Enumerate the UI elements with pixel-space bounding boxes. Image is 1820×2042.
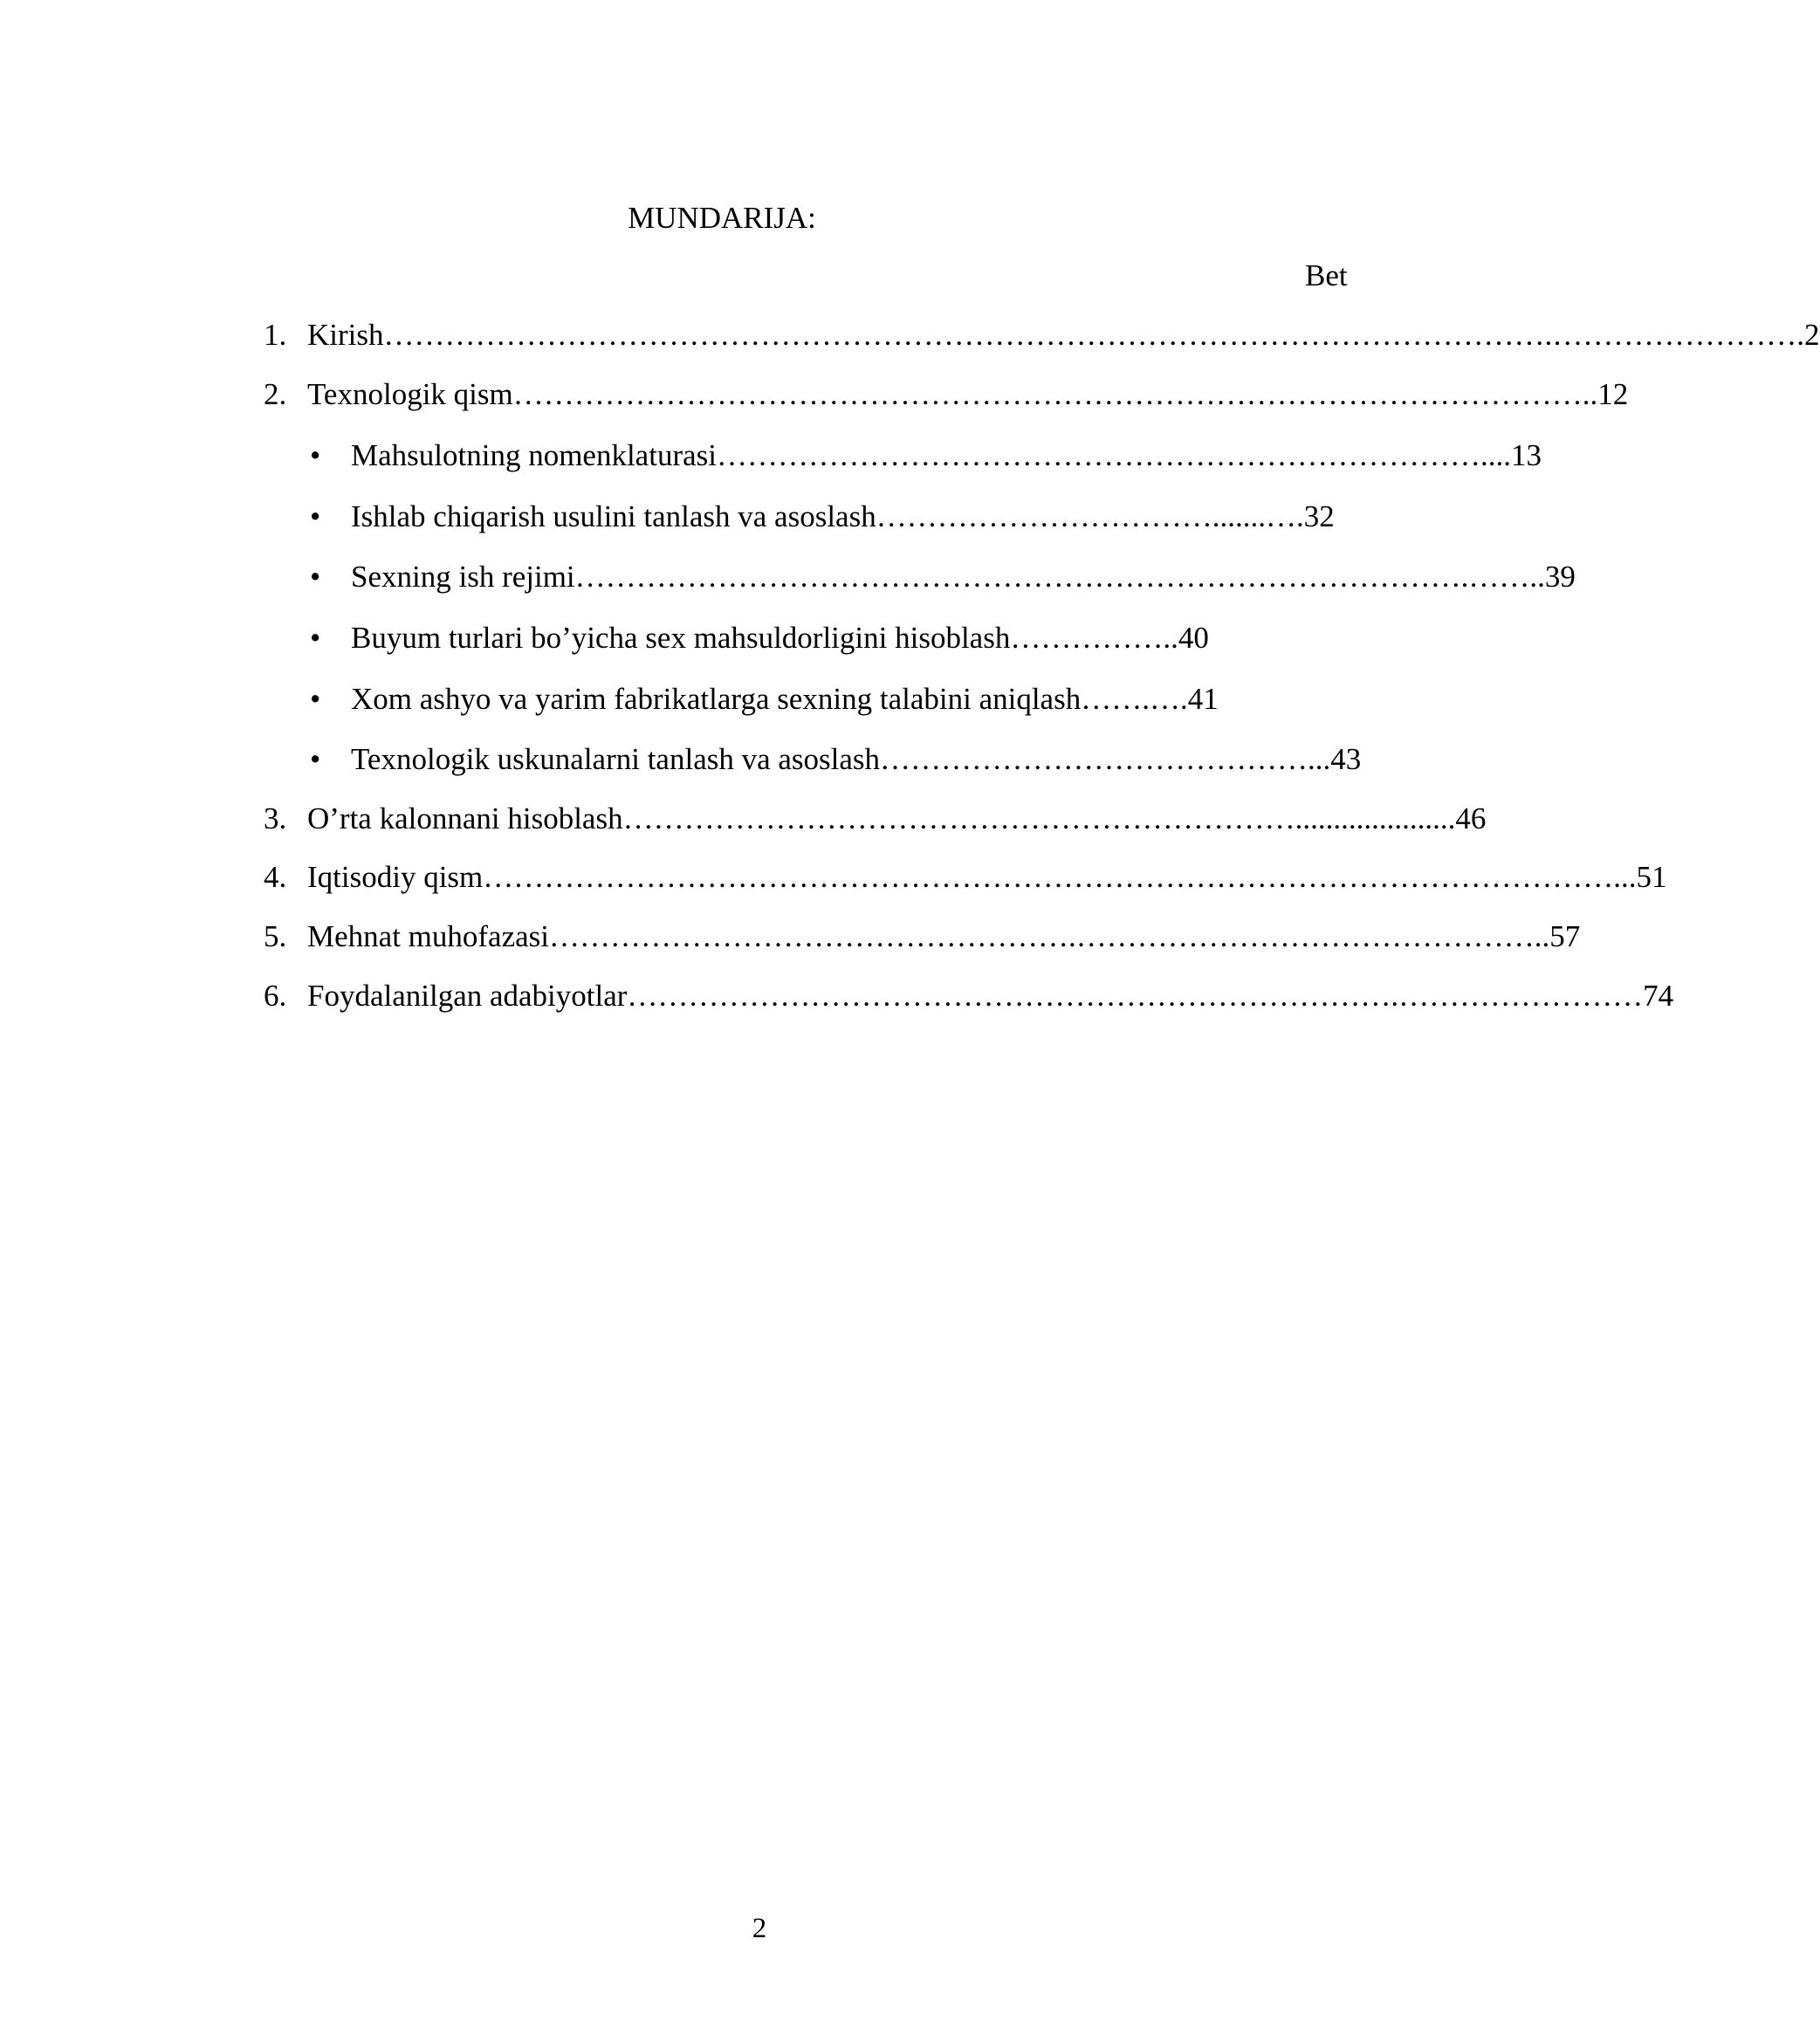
toc-item-text: Foydalanilgan adabiyotlar………………………………………………………………….……………………74 bbox=[307, 979, 1674, 1013]
toc-item-text: Kirish…………………………………………………………………………………………………….…………………….2 bbox=[307, 318, 1820, 352]
toc-item bbox=[264, 314, 1820, 356]
toc-item-text: Texnologik qism……………………………………………………………………………………………..12 bbox=[307, 377, 1629, 411]
bullet-icon: • bbox=[310, 682, 321, 716]
toc-item-text: Mehnat muhofazasi…………………………………………….………………………………………..57 bbox=[307, 919, 1581, 953]
toc-item-number: 4. bbox=[264, 860, 287, 894]
toc-item bbox=[264, 916, 1580, 958]
page-title: MUNDARIJA: bbox=[628, 201, 816, 235]
toc-subitem-text: Buyum turlari bo’yicha sex mahsuldorligini hisoblash……………..40 bbox=[351, 621, 1209, 655]
bullet-icon: • bbox=[310, 621, 321, 655]
toc-subitem-text: Texnologik uskunalarni tanlash va asoslash……………………………………...43 bbox=[351, 742, 1362, 776]
toc-item bbox=[264, 374, 1628, 416]
toc-subitem bbox=[307, 678, 1219, 720]
toc-subitem bbox=[307, 617, 1209, 659]
toc-item bbox=[264, 856, 1667, 898]
toc-subitem bbox=[307, 556, 1576, 598]
toc-item-text: Iqtisodiy qism…………………………………………………………………………………………………...51 bbox=[307, 860, 1667, 894]
bullet-icon: • bbox=[310, 499, 321, 533]
toc-subitem bbox=[307, 496, 1335, 538]
toc-item-number: 1. bbox=[264, 318, 287, 352]
page-column-label: Bet bbox=[1305, 258, 1348, 292]
toc-item bbox=[264, 798, 1486, 840]
toc-subitem-text: Mahsulotning nomenklaturasi…………………………………………………………………....13 bbox=[351, 438, 1542, 472]
bullet-icon: • bbox=[310, 560, 321, 594]
toc-subitem-text: Xom ashyo va yarim fabrikatlarga sexning talabini aniqlash…….….41 bbox=[351, 682, 1219, 716]
toc-item-number: 2. bbox=[264, 377, 287, 411]
toc-item-number: 5. bbox=[264, 919, 287, 953]
toc-subitem bbox=[307, 435, 1542, 477]
bullet-icon: • bbox=[310, 742, 321, 776]
toc-item-number: 3. bbox=[264, 801, 287, 835]
toc-item-number: 6. bbox=[264, 979, 287, 1013]
bullet-icon: • bbox=[310, 438, 321, 472]
toc-subitem-text: Sexning ish rejimi…………………………………………………………………………….……..39 bbox=[351, 560, 1576, 594]
footer-page-number: 2 bbox=[752, 1913, 767, 1944]
toc-item-text: O’rta kalonnani hisoblash………………………………………………………….....................46 bbox=[307, 801, 1487, 835]
toc-subitem bbox=[307, 739, 1361, 780]
toc-subitem-text: Ishlab chiqarish usulini tanlash va asoslash…………………………….......….32 bbox=[351, 499, 1335, 533]
toc-item bbox=[264, 975, 1673, 1017]
